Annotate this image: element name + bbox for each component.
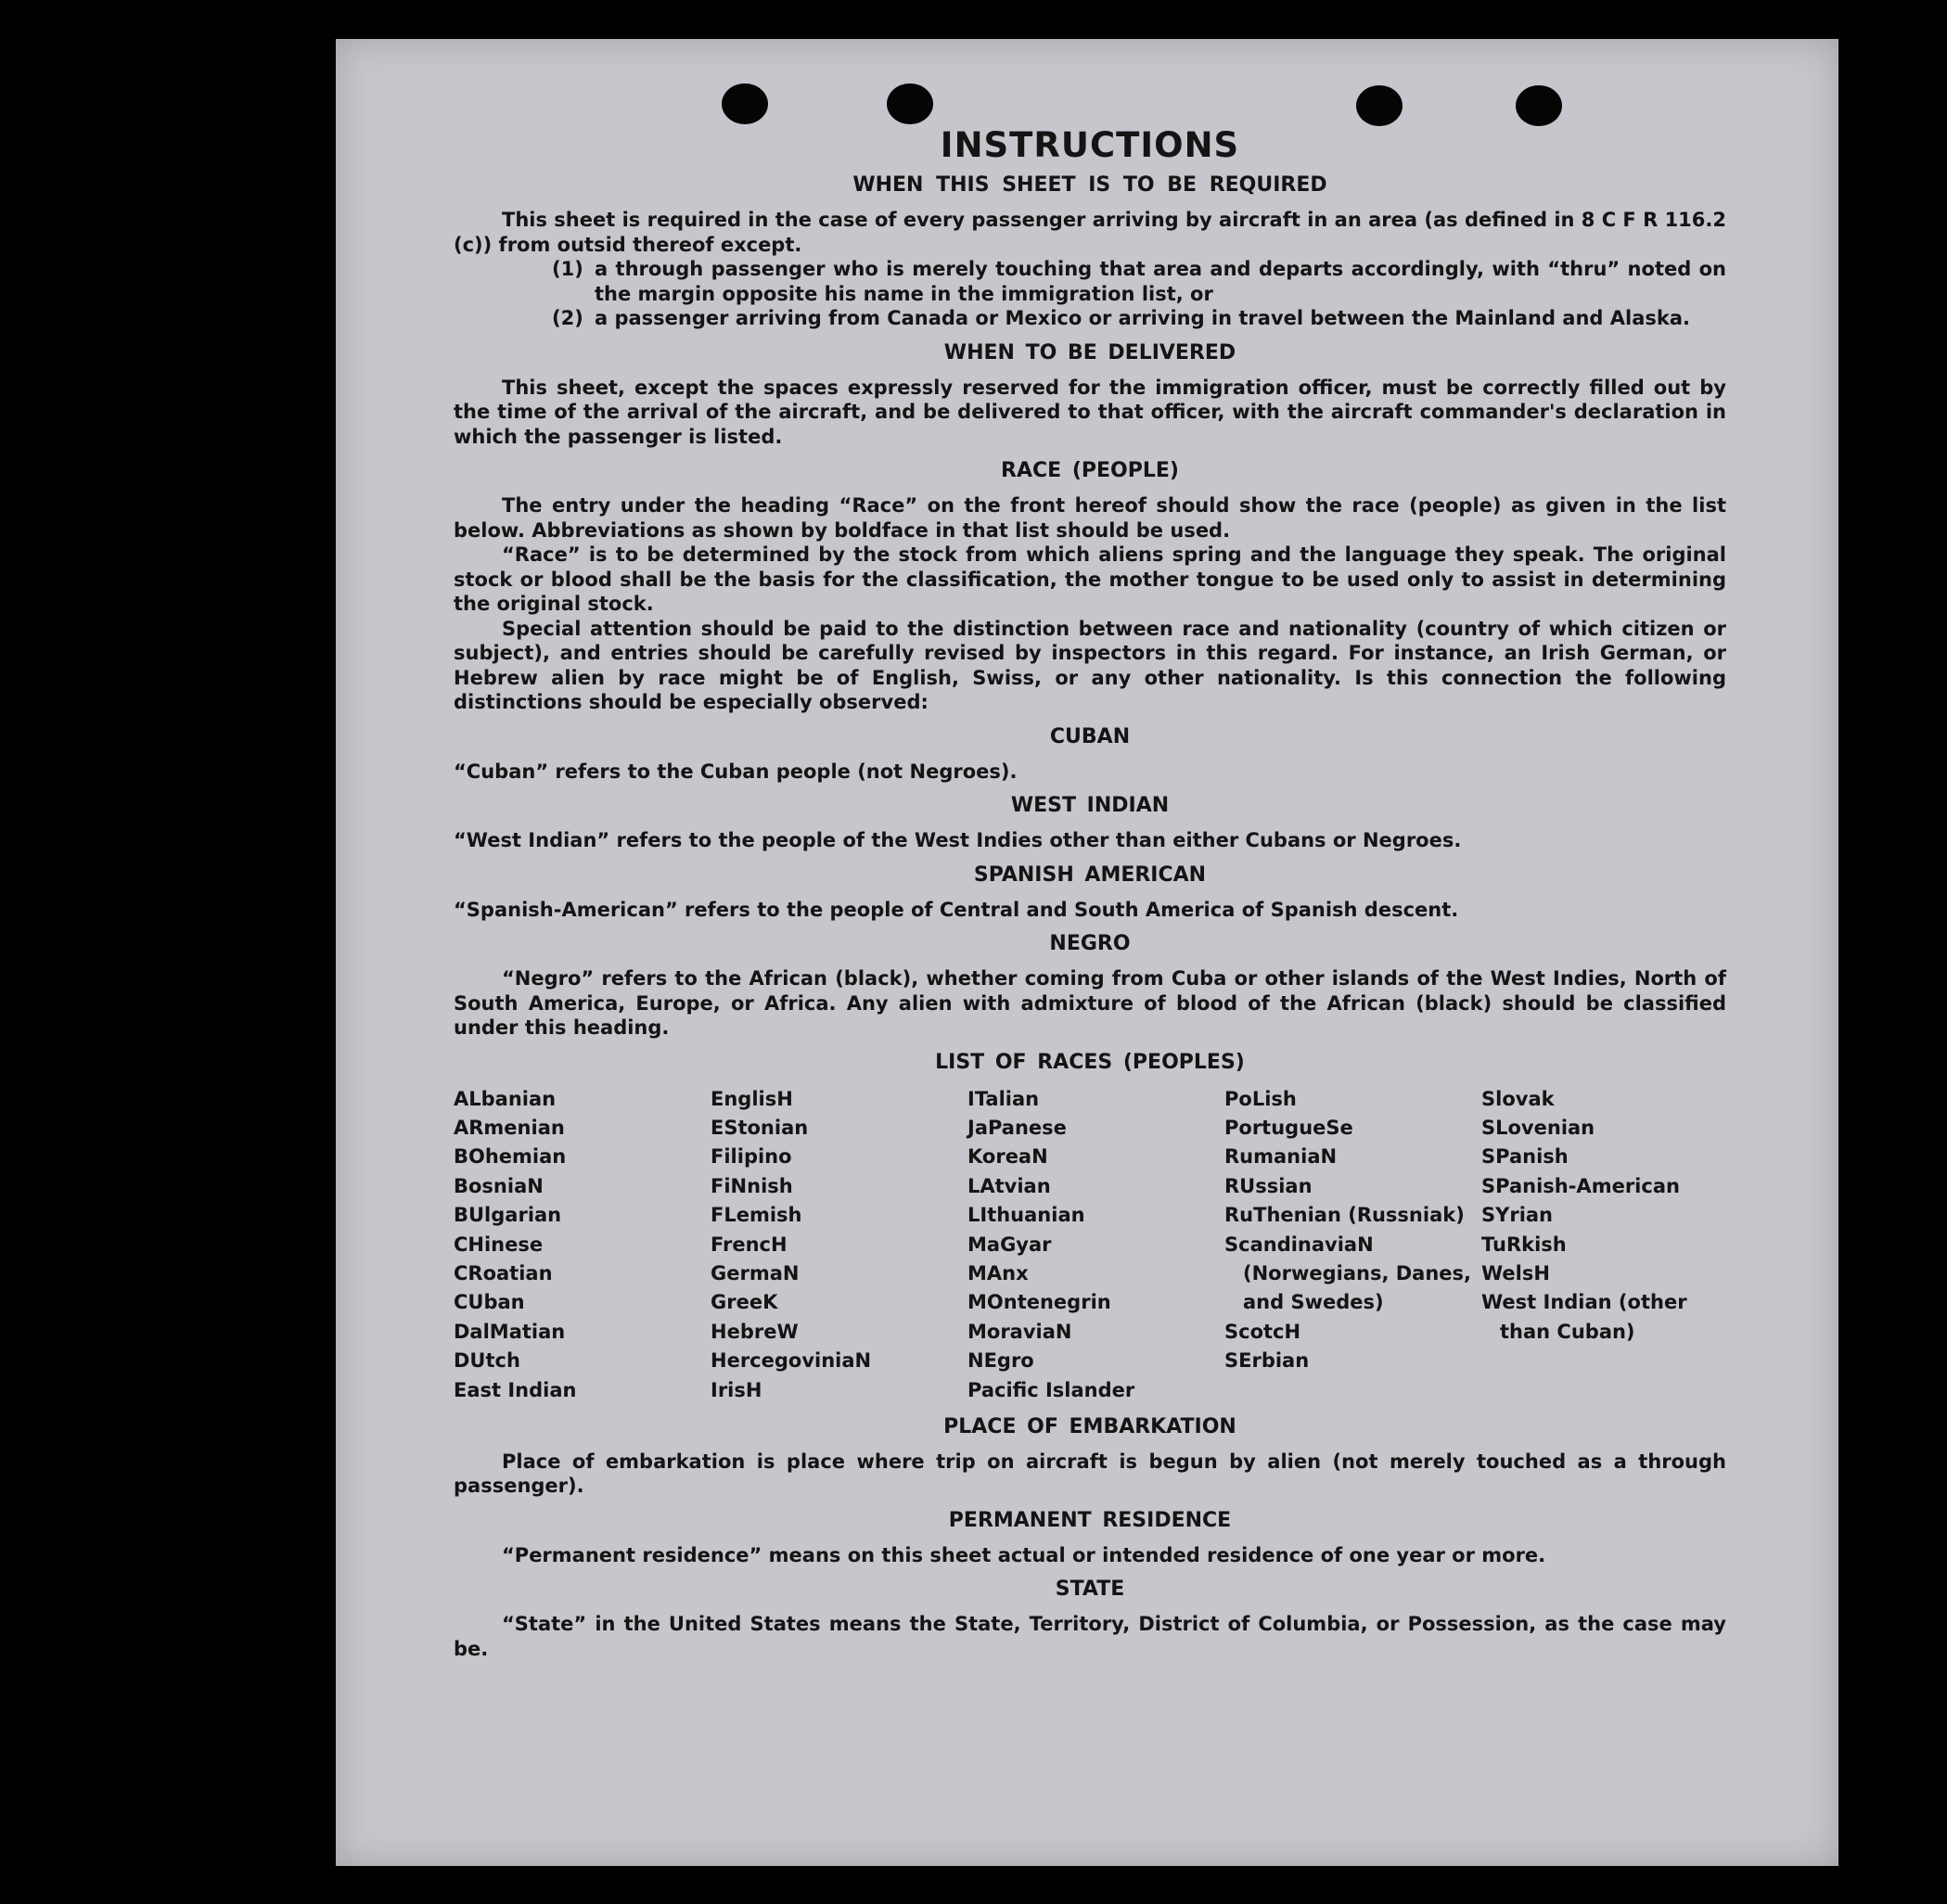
when-delivered-text: This sheet, except the spaces expressly reserved for the immigration officer, must be correctly filled out by the time of the arrival of the aircraft, and be delivered to that officer, with the aircraft commander's declaration in which the passenger is listed.: [454, 376, 1726, 448]
race-entry: MAnx: [967, 1261, 1029, 1284]
cuban-text: “Cuban” refers to the Cuban people (not Negroes).: [454, 760, 1018, 783]
race-entry: GreeK: [711, 1291, 778, 1314]
race-entry: WelsH: [1481, 1261, 1550, 1284]
race-entry: FLemish: [711, 1204, 802, 1227]
race-entry: RuThenian (Russniak): [1224, 1204, 1465, 1227]
race-entry: ARmenian: [454, 1116, 565, 1139]
punch-hole: [887, 83, 933, 124]
document-page: [336, 39, 1838, 1866]
race-entry: DUtch: [454, 1349, 520, 1373]
races-column: [711, 1085, 967, 1405]
exception-item-2: [552, 306, 1726, 331]
race-entry: BOhemian: [454, 1145, 567, 1169]
west-indian-text: “West Indian” refers to the people of the West Indies other than either Cubans or Negroes.: [454, 829, 1462, 851]
race-entry: RUssian: [1224, 1174, 1313, 1197]
exception-item-1: [552, 257, 1726, 306]
punch-hole: [1356, 85, 1403, 126]
race-entry: FrencH: [711, 1233, 788, 1256]
heading-when-delivered: WHEN TO BE DELIVERED: [943, 340, 1236, 364]
race-entry: MOntenegrin: [967, 1291, 1111, 1314]
race-paragraph-3: Special attention should be paid to the distinction between race and nationality (country of which citizen or subject), and entries should be carefully revised by inspectors in this regard. For instance, an Irish German, or Hebrew alien by race might be of English, Swiss, or any other nationality. Is this connection the following distinctions should be especially observed:: [454, 617, 1726, 713]
races-column: [967, 1085, 1224, 1405]
race-entry: EnglisH: [711, 1087, 793, 1110]
race-entry: NEgro: [967, 1349, 1034, 1373]
instructions-content: [454, 124, 1726, 1661]
heading-when-required: WHEN THIS SHEET IS TO BE REQUIRED: [852, 173, 1327, 197]
races-column: [1224, 1085, 1481, 1405]
race-entry: SPanish: [1481, 1145, 1569, 1169]
race-entry: ScotcH: [1224, 1320, 1301, 1343]
item-text: a passenger arriving from Canada or Mexico or arriving in travel between the Mainland and Alaska.: [595, 307, 1690, 329]
race-entry: West Indian (other than Cuban): [1481, 1291, 1687, 1343]
heading-list-of-races: LIST OF RACES (PEOPLES): [935, 1050, 1245, 1074]
race-entry: PortugueSe: [1224, 1116, 1353, 1139]
race-entry: HercegoviniaN: [711, 1349, 872, 1373]
heading-embarkation: PLACE OF EMBARKATION: [943, 1414, 1236, 1438]
when-required-intro: This sheet is required in the case of every passenger arriving by aircraft in an area (as defined in 8 C F R 116.2 (c)) from outsid thereof except.: [454, 209, 1726, 256]
race-entry: Slovak: [1481, 1087, 1555, 1110]
race-paragraph-1: The entry under the heading “Race” on the front hereof should show the race (people) as given in the list below. Abbreviations as shown by boldface in that list should be used.: [454, 494, 1726, 542]
races-list: [454, 1085, 1726, 1405]
item-number: (1): [552, 258, 583, 280]
race-entry: FiNnish: [711, 1174, 793, 1197]
race-entry: East Indian: [454, 1378, 577, 1401]
page-title: INSTRUCTIONS: [940, 125, 1240, 165]
spanish-american-text: “Spanish-American” refers to the people of Central and South America of Spanish descent.: [454, 898, 1459, 921]
race-entry: MoraviaN: [967, 1320, 1072, 1343]
heading-cuban: CUBAN: [1049, 724, 1131, 748]
punch-hole: [1516, 85, 1562, 126]
race-entry: CUban: [454, 1291, 525, 1314]
race-entry: JaPanese: [967, 1116, 1067, 1139]
punch-hole: [722, 83, 768, 124]
heading-permanent-residence: PERMANENT RESIDENCE: [948, 1508, 1232, 1532]
race-entry: BosniaN: [454, 1174, 544, 1197]
race-entry: CRoatian: [454, 1261, 553, 1284]
race-entry: PoLish: [1224, 1087, 1297, 1110]
heading-state: STATE: [1055, 1578, 1125, 1602]
heading-spanish-american: SPANISH AMERICAN: [973, 863, 1207, 887]
race-entry: RumaniaN: [1224, 1145, 1338, 1169]
race-paragraph-2: “Race” is to be determined by the stock from which aliens spring and the language they speak. The original stock or blood shall be the basis for the classification, the mother tongue to be used only to assist in determining the original stock.: [454, 543, 1726, 615]
embarkation-text: Place of embarkation is place where trip on aircraft is begun by alien (not merely touched as a through passenger).: [454, 1450, 1726, 1498]
race-entry: TuRkish: [1481, 1233, 1567, 1256]
negro-text: “Negro” refers to the African (black), whether coming from Cuba or other islands of the West Indies, North of South America, Europe, or Africa. Any alien with admixture of blood of the African (black) should be classified under this heading.: [454, 967, 1726, 1039]
race-entry: KoreaN: [967, 1145, 1048, 1169]
permanent-residence-text: “Permanent residence” means on this sheet actual or intended residence of one year or more.: [502, 1543, 1546, 1566]
race-entry: SYrian: [1481, 1204, 1554, 1227]
race-entry: LAtvian: [967, 1174, 1051, 1197]
race-entry: MaGyar: [967, 1233, 1052, 1256]
item-number: (2): [552, 307, 583, 329]
race-entry: LIthuanian: [967, 1204, 1085, 1227]
race-entry: EStonian: [711, 1116, 809, 1139]
race-entry: IrisH: [711, 1378, 762, 1401]
state-text: “State” in the United States means the State, Territory, District of Columbia, or Possession, as the case may be.: [454, 1613, 1726, 1660]
race-entry: ALbanian: [454, 1087, 557, 1110]
race-entry: ScandinaviaN (Norwegians, Danes, and Swedes): [1224, 1233, 1472, 1314]
race-entry: CHinese: [454, 1233, 544, 1256]
race-entry: ITalian: [967, 1087, 1040, 1110]
race-entry: SLovenian: [1481, 1116, 1595, 1139]
race-entry: GermaN: [711, 1261, 800, 1284]
race-entry: SErbian: [1224, 1349, 1310, 1373]
races-column: [1481, 1085, 1738, 1405]
race-entry: Pacific Islander: [967, 1378, 1135, 1401]
race-entry: DalMatian: [454, 1320, 566, 1343]
heading-race: RACE (PEOPLE): [1001, 459, 1179, 482]
heading-negro: NEGRO: [1049, 932, 1131, 955]
item-text: a through passenger who is merely touching that area and departs accordingly, with “thru” noted on the margin opposite his name in the immigration list, or: [595, 258, 1726, 305]
heading-west-indian: WEST INDIAN: [1010, 794, 1170, 817]
race-entry: Filipino: [711, 1145, 792, 1169]
race-entry: HebreW: [711, 1320, 799, 1343]
races-column: [454, 1085, 711, 1405]
race-entry: BUlgarian: [454, 1204, 562, 1227]
race-entry: SPanish-American: [1481, 1174, 1680, 1197]
